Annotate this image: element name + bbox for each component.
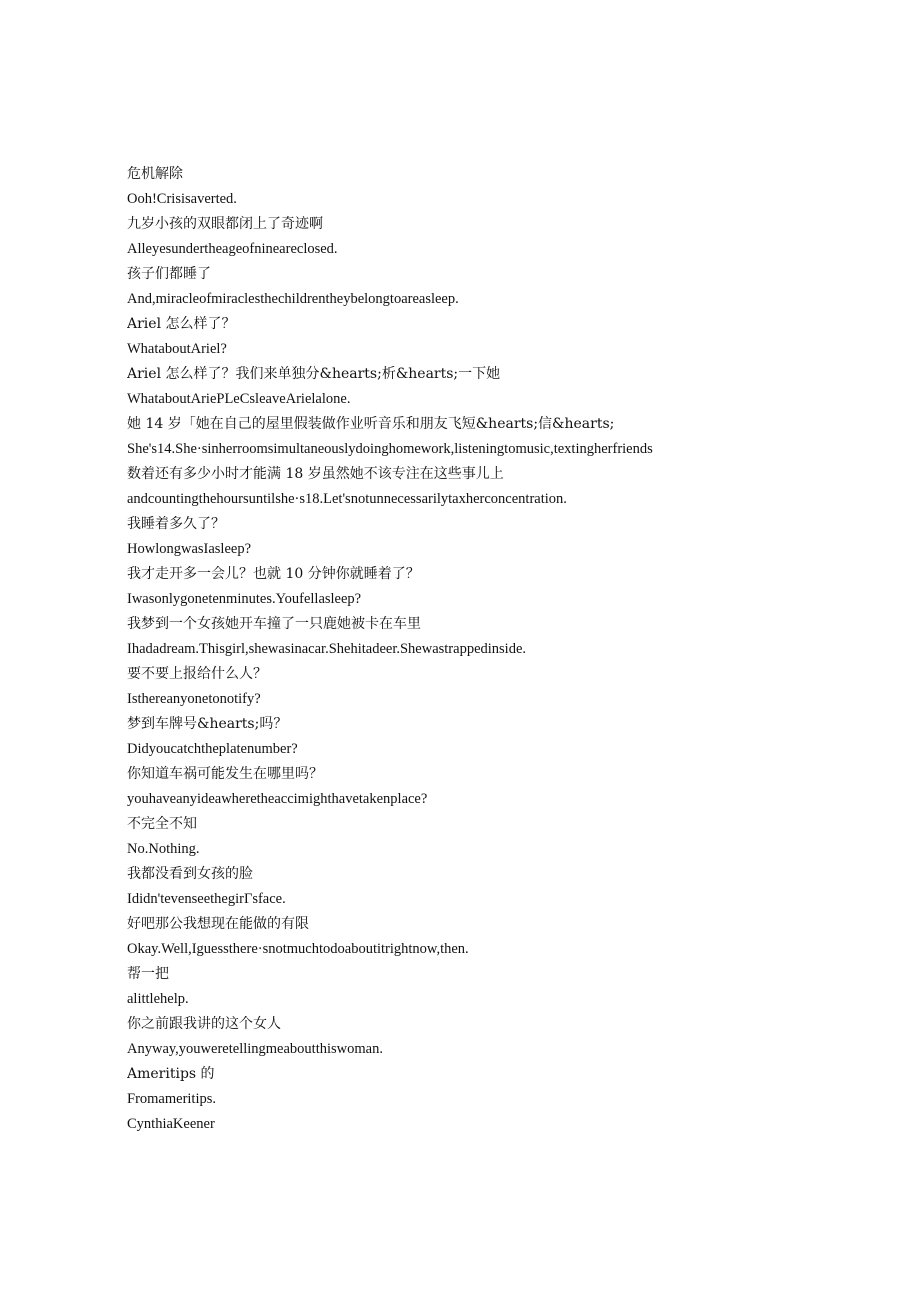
chinese-line: 你之前跟我讲的这个女人 bbox=[127, 1016, 281, 1032]
chinese-line: Ameritips 的 bbox=[127, 1066, 215, 1082]
chinese-line: 她 14 岁「她在自己的屋里假装做作业听音乐和朋友飞短&hearts;信&hearts; bbox=[127, 416, 615, 432]
english-line: Ididn'tevenseethegirΓsface. bbox=[127, 891, 286, 907]
chinese-line: Ariel 怎么样了？ bbox=[127, 316, 236, 332]
english-line: Ooh!Crisisaverted. bbox=[127, 191, 237, 207]
english-line: Ihadadream.Thisgirl,shewasinacar.Shehitadeer.Shewastrappedinside. bbox=[127, 641, 527, 657]
chinese-line: 我才走开多一会儿？也就 10 分钟你就睡着了？ bbox=[127, 566, 420, 582]
english-line: Anyway,youweretellingmeaboutthiswoman. bbox=[127, 1041, 383, 1057]
english-line: CynthiaKeener bbox=[127, 1116, 215, 1132]
chinese-line: 帮一把 bbox=[127, 966, 169, 982]
english-line: Iwasonlygonetenminutes.Youfellasleep? bbox=[127, 591, 362, 607]
english-line: alittlehelp. bbox=[127, 991, 189, 1007]
chinese-line: 我都没看到女孩的脸 bbox=[127, 866, 253, 882]
english-line: No.Nothing. bbox=[127, 841, 200, 857]
english-line: Isthereanyonetonotify? bbox=[127, 691, 261, 707]
chinese-line: 危机解除 bbox=[127, 166, 183, 182]
chinese-line: 不完全不知 bbox=[127, 816, 197, 832]
english-line: Alleyesundertheageofnineareclosed. bbox=[127, 241, 338, 257]
chinese-line: 我梦到一个女孩她开车撞了一只鹿她被卡在车里 bbox=[127, 616, 421, 632]
english-line: She's14.She·sinherroomsimultaneouslydoinghomework,listeningtomusic,textingherfriends bbox=[127, 441, 653, 457]
chinese-line: 九岁小孩的双眼都闭上了奇迹啊 bbox=[127, 216, 323, 232]
chinese-line: 梦到车牌号&hearts;吗？ bbox=[127, 716, 288, 732]
chinese-line: 数着还有多少小时才能满 18 岁虽然她不该专注在这些事儿上 bbox=[127, 466, 504, 482]
chinese-line: 好吧那公我想现在能做的有限 bbox=[127, 916, 309, 932]
english-line: WhataboutAriel? bbox=[127, 341, 227, 357]
english-line: andcountingthehoursuntilshe·s18.Let'snotunnecessarilytaxherconcentration. bbox=[127, 491, 567, 507]
chinese-line: 要不要上报给什么人？ bbox=[127, 666, 267, 682]
english-line: youhaveanyideawheretheaccimighthavetakenplace? bbox=[127, 791, 428, 807]
chinese-line: Ariel 怎么样了？我们来单独分&hearts;析&hearts;一下她 bbox=[127, 366, 501, 382]
english-line: HowlongwasIasleep? bbox=[127, 541, 252, 557]
transcript-body bbox=[127, 162, 827, 1137]
english-line: Okay.Well,Iguessthere·snotmuchtodoaboutitrightnow,then. bbox=[127, 941, 469, 957]
english-line: And,miracleofmiraclesthechildrentheybelongtoareasleep. bbox=[127, 291, 459, 307]
english-line: Didyoucatchtheplatenumber? bbox=[127, 741, 298, 757]
chinese-line: 孩子们都睡了 bbox=[127, 266, 211, 282]
english-line: WhataboutAriePLeCsleaveArielalone. bbox=[127, 391, 351, 407]
chinese-line: 我睡着多久了？ bbox=[127, 516, 225, 532]
chinese-line: 你知道车祸可能发生在哪里吗？ bbox=[127, 766, 323, 782]
english-line: Fromameritips. bbox=[127, 1091, 217, 1107]
